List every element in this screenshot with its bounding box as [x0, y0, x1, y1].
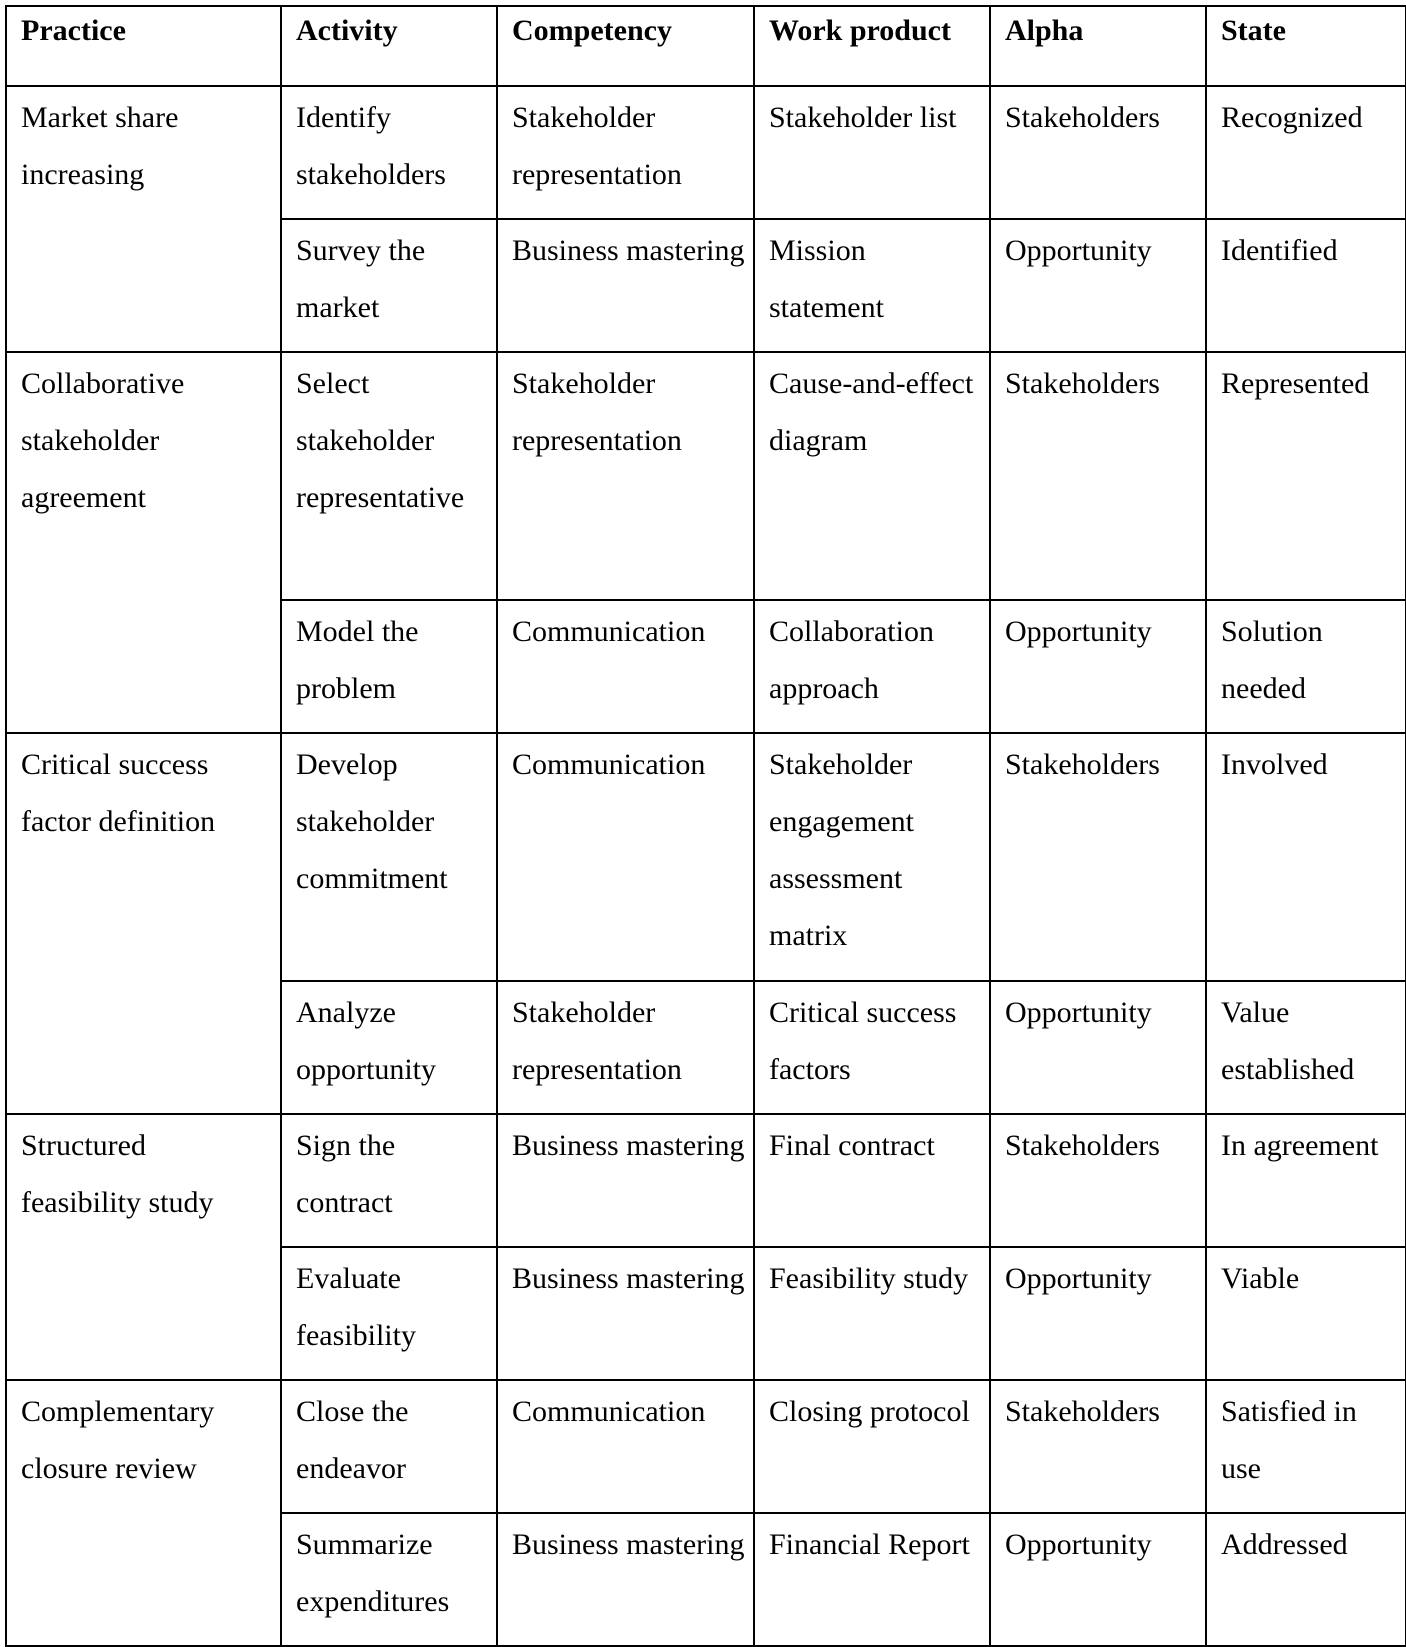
alpha-cell: Opportunity [990, 219, 1206, 352]
activity-cell: Develop stakeholder commitment [281, 733, 497, 981]
state-cell: Viable [1206, 1247, 1406, 1380]
activity-cell: Summarize expenditures [281, 1513, 497, 1646]
state-cell: Recognized [1206, 86, 1406, 219]
alpha-cell: Opportunity [990, 981, 1206, 1114]
practice-cell: Critical success factor definition [6, 733, 281, 1114]
practice-cell: Structured feasibility study [6, 1114, 281, 1380]
alpha-cell: Stakeholders [990, 86, 1206, 219]
competency-cell: Stakeholder representation [497, 981, 754, 1114]
header-activity: Activity [281, 6, 497, 86]
practice-cell: Market share increasing [6, 86, 281, 352]
activity-cell: Evaluate feasibility [281, 1247, 497, 1380]
alpha-cell: Opportunity [990, 1513, 1206, 1646]
header-practice: Practice [6, 6, 281, 86]
header-work-product: Work product [754, 6, 990, 86]
work-product-cell: Mission statement [754, 219, 990, 352]
activity-cell: Select stakeholder representative [281, 352, 497, 600]
header-competency: Competency [497, 6, 754, 86]
activity-cell: Analyze opportunity [281, 981, 497, 1114]
alpha-cell: Stakeholders [990, 352, 1206, 600]
competency-cell: Stakeholder representation [497, 86, 754, 219]
activity-cell: Model the problem [281, 600, 497, 733]
alpha-cell: Opportunity [990, 600, 1206, 733]
table-row [6, 352, 1406, 600]
activity-cell: Survey the market [281, 219, 497, 352]
competency-cell: Stakeholder representation [497, 352, 754, 600]
state-cell: In agreement [1206, 1114, 1406, 1247]
work-product-cell: Collaboration approach [754, 600, 990, 733]
alpha-cell: Stakeholders [990, 1380, 1206, 1513]
practice-cell: Complementary closure review [6, 1380, 281, 1646]
competency-cell: Communication [497, 1380, 754, 1513]
competency-cell: Business mastering [497, 219, 754, 352]
activity-cell: Sign the contract [281, 1114, 497, 1247]
state-cell: Identified [1206, 219, 1406, 352]
work-product-cell: Closing protocol [754, 1380, 990, 1513]
competency-cell: Business mastering [497, 1513, 754, 1646]
competency-cell: Communication [497, 600, 754, 733]
work-product-cell: Cause-and-effect diagram [754, 352, 990, 600]
alpha-cell: Stakeholders [990, 1114, 1206, 1247]
work-product-cell: Stakeholder engagement assessment matrix [754, 733, 990, 981]
competency-cell: Business mastering [497, 1247, 754, 1380]
work-product-cell: Financial Report [754, 1513, 990, 1646]
header-alpha: Alpha [990, 6, 1206, 86]
activity-cell: Close the endeavor [281, 1380, 497, 1513]
competency-cell: Communication [497, 733, 754, 981]
state-cell: Solution needed [1206, 600, 1406, 733]
header-state: State [1206, 6, 1406, 86]
state-cell: Satisfied in use [1206, 1380, 1406, 1513]
table-row [6, 86, 1406, 219]
table-row [6, 1380, 1406, 1513]
activity-cell: Identify stakeholders [281, 86, 497, 219]
practice-activity-table [5, 5, 1406, 1647]
state-cell: Value established [1206, 981, 1406, 1114]
state-cell: Addressed [1206, 1513, 1406, 1646]
alpha-cell: Stakeholders [990, 733, 1206, 981]
practice-cell: Collaborative stakeholder agreement [6, 352, 281, 733]
work-product-cell: Feasibility study [754, 1247, 990, 1380]
header-row [6, 6, 1406, 86]
work-product-cell: Critical success factors [754, 981, 990, 1114]
work-product-cell: Stakeholder list [754, 86, 990, 219]
table-row [6, 1114, 1406, 1247]
state-cell: Involved [1206, 733, 1406, 981]
state-cell: Represented [1206, 352, 1406, 600]
table-row [6, 733, 1406, 981]
alpha-cell: Opportunity [990, 1247, 1206, 1380]
work-product-cell: Final contract [754, 1114, 990, 1247]
competency-cell: Business mastering [497, 1114, 754, 1247]
